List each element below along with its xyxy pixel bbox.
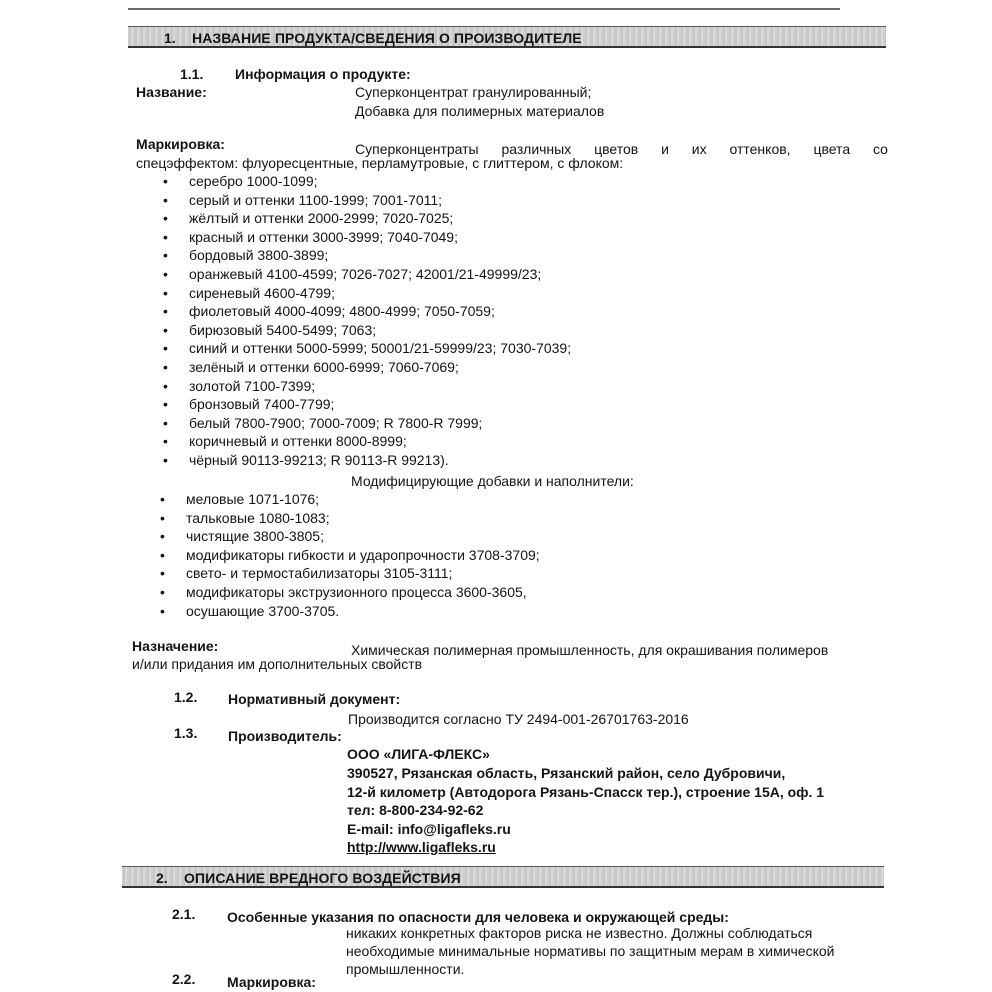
name-value-line1: Суперконцентрат гранулированный;: [355, 84, 592, 100]
list-item: • красный и оттенки 3000-3999; 7040-7049;: [163, 228, 458, 245]
hazard-text-line1: никаких конкретных факторов риска не известно. Должны соблюдаться: [346, 925, 813, 941]
bullet-icon: •: [163, 284, 168, 301]
list-item: • синий и оттенки 5000-5999; 50001/21-59999/23; 7030-7039;: [163, 340, 572, 357]
sub-2-1-title: Особенные указания по опасности для человека и окружающей среды:: [227, 909, 729, 925]
bullet-icon: •: [163, 265, 168, 282]
list-item: • зелёный и оттенки 6000-6999; 7060-7069;: [163, 358, 459, 375]
list-item: • серебро 1000-1099;: [163, 173, 318, 189]
marking-word: цвета: [813, 141, 851, 157]
normative-text: Производится согласно ТУ 2494-001-26701763-2016: [348, 711, 689, 727]
purpose-label: Назначение:: [132, 638, 219, 654]
bullet-icon: •: [160, 565, 165, 582]
company-phone: тел: 8-800-234-92-62: [347, 802, 484, 818]
list-item: • осушающие 3700-3705.: [160, 602, 340, 619]
bullet-icon: •: [163, 303, 168, 320]
marking-word: со: [872, 141, 888, 157]
bullet-icon: •: [160, 509, 165, 526]
list-item: • чистящие 3800-3805;: [160, 528, 324, 545]
section-2-title: ОПИСАНИЕ ВРЕДНОГО ВОЗДЕЙСТВИЯ: [184, 870, 461, 886]
bullet-icon: •: [163, 173, 168, 189]
list-item: • бордовый 3800-3899;: [163, 247, 329, 264]
bullet-icon: •: [160, 491, 165, 507]
sub-1-1-title: Информация о продукте:: [235, 66, 411, 82]
bullet-icon: •: [163, 321, 168, 338]
list-item: • меловые 1071-1076;: [160, 491, 320, 507]
company-email: E-mail: info@ligafleks.ru: [347, 821, 511, 837]
bullet-icon: •: [163, 210, 168, 227]
list-item: • тальковые 1080-1083;: [160, 509, 330, 526]
bullet-icon: •: [163, 414, 168, 431]
list-item: • бирюзовый 5400-5499; 7063;: [163, 321, 377, 338]
list-item: • фиолетовый 4000-4099; 4800-4999; 7050-7059;: [163, 303, 495, 320]
section-2-number: 2.: [156, 870, 168, 886]
bullet-icon: •: [160, 583, 165, 600]
list-item: • чёрный 90113-99213; R 90113-R 99213).: [163, 451, 449, 468]
top-rule: [128, 8, 840, 10]
bullet-icon: •: [163, 358, 168, 375]
marking-word: их: [691, 141, 707, 157]
bullet-icon: •: [163, 451, 168, 468]
section-2-header: [122, 866, 884, 888]
sub-2-2-number: 2.2.: [172, 971, 196, 987]
color-list: [163, 172, 571, 470]
additives-list: [160, 490, 540, 620]
bullet-icon: •: [163, 228, 168, 245]
bullet-icon: •: [163, 396, 168, 413]
marking-word: и: [661, 141, 669, 157]
list-item: • бронзовый 7400-7799;: [163, 396, 335, 413]
list-item: • оранжевый 4100-4599; 7026-7027; 42001/21-49999/23;: [163, 265, 542, 282]
sub-2-2-title: Маркировка:: [227, 974, 316, 990]
bullet-icon: •: [163, 247, 168, 264]
sub-1-2-number: 1.2.: [174, 689, 198, 705]
name-value-line2: Добавка для полимерных материалов: [355, 103, 605, 119]
list-item: • модификаторы гибкости и ударопрочности 3708-3709;: [160, 546, 540, 563]
company-website-link[interactable]: http://www.ligafleks.ru: [347, 839, 496, 855]
section-1-number: 1.: [164, 30, 176, 46]
purpose-line2: и/или придания им дополнительных свойств: [132, 656, 423, 672]
marking-word: Суперконцентраты: [355, 141, 479, 157]
sub-1-1-number: 1.1.: [180, 66, 204, 82]
bullet-icon: •: [160, 528, 165, 545]
bullet-icon: •: [163, 377, 168, 394]
bullet-icon: •: [163, 433, 168, 450]
list-item: • жёлтый и оттенки 2000-2999; 7020-7025;: [163, 210, 454, 227]
bullet-icon: •: [163, 340, 168, 357]
sub-1-3-title: Производитель:: [228, 728, 342, 744]
list-item: • сиреневый 4600-4799;: [163, 284, 335, 301]
list-item: • коричневый и оттенки 8000-8999;: [163, 433, 407, 450]
section-1-title: НАЗВАНИЕ ПРОДУКТА/СВЕДЕНИЯ О ПРОИЗВОДИТЕЛЕ: [192, 30, 582, 46]
additives-title: Модифицирующие добавки и наполнители:: [351, 473, 634, 489]
marking-word: цветов: [594, 141, 639, 157]
bullet-icon: •: [160, 602, 165, 619]
marking-word: различных: [501, 141, 572, 157]
list-item: • белый 7800-7900; 7000-7009; R 7800-R 7999;: [163, 414, 483, 431]
company-address-line1: 390527, Рязанская область, Рязанский район, село Дубровичи,: [347, 765, 786, 781]
marking-continuation: спецэффектом: флуоресцентные, перламутровые, с глиттером, с флоком:: [136, 155, 624, 171]
section-1-header: [128, 26, 886, 48]
marking-label: Маркировка:: [136, 136, 225, 152]
name-label: Название:: [136, 84, 207, 100]
sub-1-3-number: 1.3.: [174, 725, 198, 741]
bullet-icon: •: [163, 191, 168, 208]
company-address-line2: 12-й километр (Автодорога Рязань-Спасск тер.), строение 15А, оф. 1: [347, 784, 825, 800]
list-item: • модификаторы экструзионного процесса 3600-3605,: [160, 583, 527, 600]
list-item: • свето- и термостабилизаторы 3105-3111;: [160, 565, 453, 582]
sub-2-1-number: 2.1.: [172, 906, 196, 922]
hazard-text-line2: необходимые минимальные нормативы по защитным мерам в химической: [346, 943, 835, 959]
marking-word: оттенков,: [729, 141, 791, 157]
purpose-line1: Химическая полимерная промышленность, для окрашивания полимеров: [351, 642, 829, 658]
company-name: ООО «ЛИГА-ФЛЕКС»: [347, 746, 490, 762]
bullet-icon: •: [160, 546, 165, 563]
list-item: • золотой 7100-7399;: [163, 377, 316, 394]
hazard-text-line3: промышленности.: [346, 961, 465, 977]
list-item: • серый и оттенки 1100-1999; 7001-7011;: [163, 191, 443, 208]
sub-1-2-title: Нормативный документ:: [228, 691, 401, 707]
